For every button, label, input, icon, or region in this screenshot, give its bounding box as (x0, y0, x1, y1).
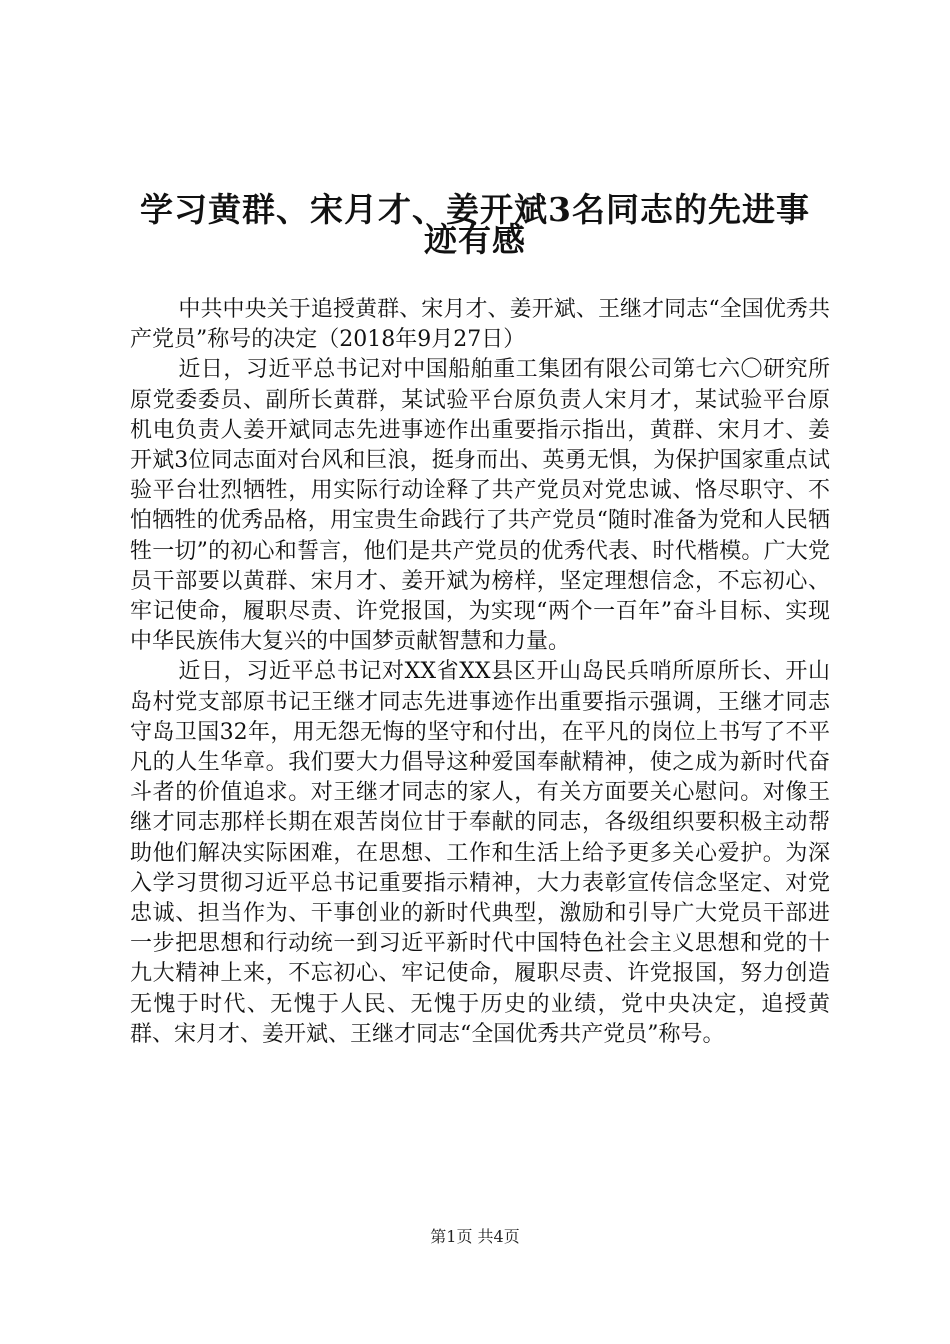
paragraph-2: 近日，习近平总书记对XX省XX县区开山岛民兵哨所原所长、开山岛村党支部原书记王继才同志先进事迹作出重要指示强调，王继才同志守岛卫国32年，用无怨无悔的坚守和付出，在平凡的岗位上书写了不平凡的人生华章。我们要大力倡导这种爱国奉献精神，使之成为新时代奋斗者的价值追求。对王继才同志的家人，有关方面要关心慰问。对像王继才同志那样长期在艰苦岗位甘于奉献的同志，各级组织要积极主动帮助他们解决实际困难，在思想、工作和生活上给予更多关心爱护。为深入学习贯彻习近平总书记重要指示精神，大力表彰宣传信念坚定、对党忠诚、担当作为、干事创业的新时代典型，激励和引导广大党员干部进一步把思想和行动统一到习近平新时代中国特色社会主义思想和党的十九大精神上来，不忘初心、牢记使命，履职尽责、许党报国，努力创造无愧于时代、无愧于人民、无愧于历史的业绩，党中央决定，追授黄群、宋月才、姜开斌、王继才同志“全国优秀共产党员”称号。 (130, 659, 830, 1047)
document-title-line-2: 迹有感 (424, 220, 526, 259)
page-number-footer: 第1页 共4页 (430, 1227, 520, 1246)
paragraph-intro: 中共中央关于追授黄群、宋月才、姜开斌、王继才同志“全国优秀共产党员”称号的决定（2018年9月27日） (130, 297, 830, 353)
document-title-line-1: 学习黄群、宋月才、姜开斌3名同志的先进事 (140, 190, 810, 229)
paragraph-1: 近日，习近平总书记对中国船舶重工集团有限公司第七六〇研究所原党委委员、副所长黄群，某试验平台原负责人宋月才，某试验平台原机电负责人姜开斌同志先进事迹作出重要指示指出，黄群、宋月才、姜开斌3位同志面对台风和巨浪，挺身而出、英勇无惧，为保护国家重点试验平台壮烈牺牲，用实际行动诠释了共产党员对党忠诚、恪尽职守、不怕牺牲的优秀品格，用宝贵生命践行了共产党员“随时准备为党和人民牺牲一切”的初心和誓言，他们是共产党员的优秀代表、时代楷模。广大党员干部要以黄群、宋月才、姜开斌为榜样，坚定理想信念，不忘初心、牢记使命，履职尽责、许党报国，为实现“两个一百年”奋斗目标、实现中华民族伟大复兴的中国梦贡献智慧和力量。 (130, 357, 830, 655)
document-body (130, 295, 830, 1050)
